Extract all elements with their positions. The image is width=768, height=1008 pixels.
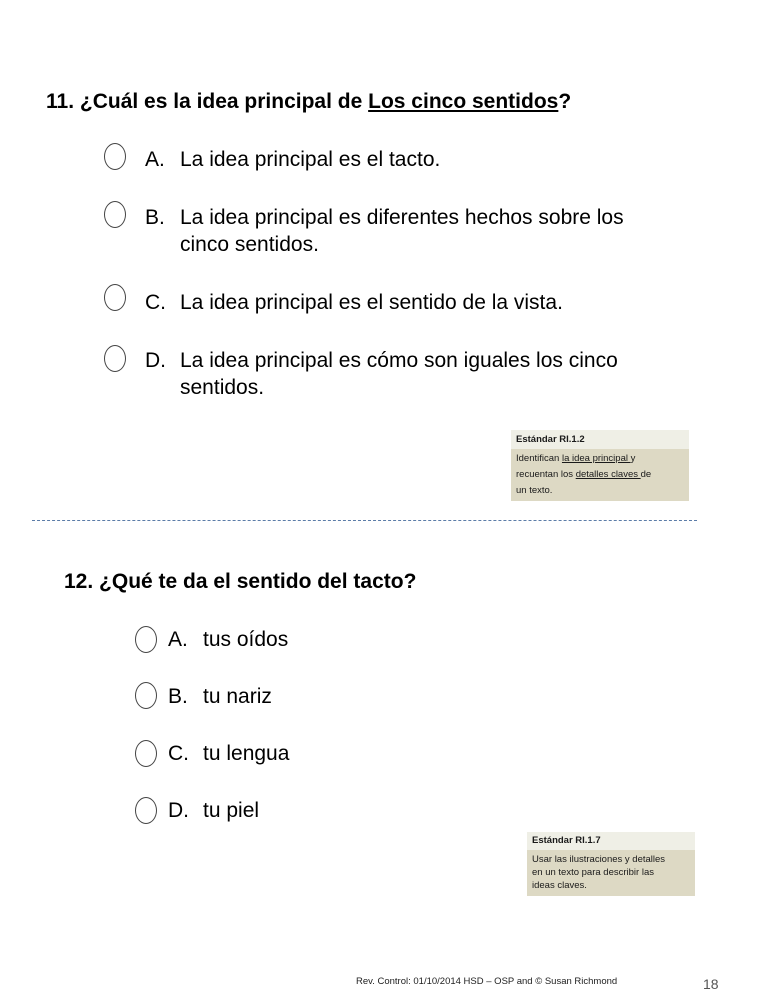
story-title: Los cinco sentidos (368, 90, 559, 113)
option-12c (168, 740, 468, 770)
standard-text: Identifican (516, 453, 562, 464)
option-12a (168, 626, 468, 656)
answer-bubble-12d[interactable] (135, 797, 157, 824)
option-letter: C. (168, 742, 189, 765)
option-text: La idea principal es el tacto. (180, 148, 441, 171)
standard-underlined: detalles claves (575, 469, 641, 480)
option-text: La idea principal es el sentido de la vista. (180, 291, 563, 314)
option-text: tu piel (203, 799, 260, 822)
option-letter: D. (145, 349, 166, 372)
question-11-title (46, 90, 571, 114)
standard-text: recuentan los (516, 469, 576, 480)
option-11b (145, 204, 725, 264)
standard-underlined: la idea principal (561, 453, 631, 464)
section-divider (32, 520, 697, 521)
option-text: La idea principal es diferentes hechos sobre los (180, 206, 624, 229)
answer-bubble-11a[interactable] (104, 143, 126, 170)
answer-bubble-12b[interactable] (135, 682, 157, 709)
option-letter: D. (168, 799, 189, 822)
page-number: 18 (703, 976, 719, 992)
standard-text: de (640, 469, 652, 480)
standard-description (511, 449, 689, 501)
answer-bubble-12c[interactable] (135, 740, 157, 767)
standard-text: Usar las ilustraciones y detalles (532, 854, 666, 865)
standard-box-ri-1-2 (511, 430, 689, 501)
standard-text: un texto. (516, 485, 553, 496)
answer-bubble-11d[interactable] (104, 345, 126, 372)
question-12-title: 12. ¿Qué te da el sentido del tacto? (64, 570, 417, 593)
option-letter: C. (145, 291, 166, 314)
option-12b (168, 683, 468, 713)
option-12d (168, 797, 468, 827)
option-text-line2: cinco sentidos. (180, 233, 319, 256)
standard-text: ideas claves. (532, 880, 587, 891)
option-text: tu lengua (203, 742, 290, 765)
option-letter: B. (168, 685, 188, 708)
option-11a (145, 146, 705, 176)
standard-description (527, 850, 695, 896)
option-text-line2: sentidos. (180, 376, 265, 399)
answer-bubble-12a[interactable] (135, 626, 157, 653)
option-text: La idea principal es cómo son iguales los cinco (180, 349, 618, 372)
option-11c (145, 289, 705, 319)
option-letter: A. (145, 148, 165, 171)
standard-heading: Estándar RI.1.7 (527, 832, 695, 850)
option-text: tu nariz (203, 685, 272, 708)
option-text: tus oídos (203, 628, 289, 651)
option-letter: A. (168, 628, 188, 651)
question-11-suffix: ? (558, 90, 572, 113)
revision-footer: Rev. Control: 01/10/2014 HSD – OSP and © Susan Richmond (356, 976, 618, 987)
standard-heading: Estándar RI.1.2 (511, 430, 689, 449)
standard-text: en un texto para describir las (532, 867, 654, 878)
standard-box-ri-1-7 (527, 832, 695, 896)
answer-bubble-11b[interactable] (104, 201, 126, 228)
standard-text: y (630, 453, 636, 464)
answer-bubble-11c[interactable] (104, 284, 126, 311)
option-11d (145, 347, 725, 407)
option-letter: B. (145, 206, 165, 229)
question-11-prefix: 11. ¿Cuál es la idea principal de (46, 90, 369, 113)
